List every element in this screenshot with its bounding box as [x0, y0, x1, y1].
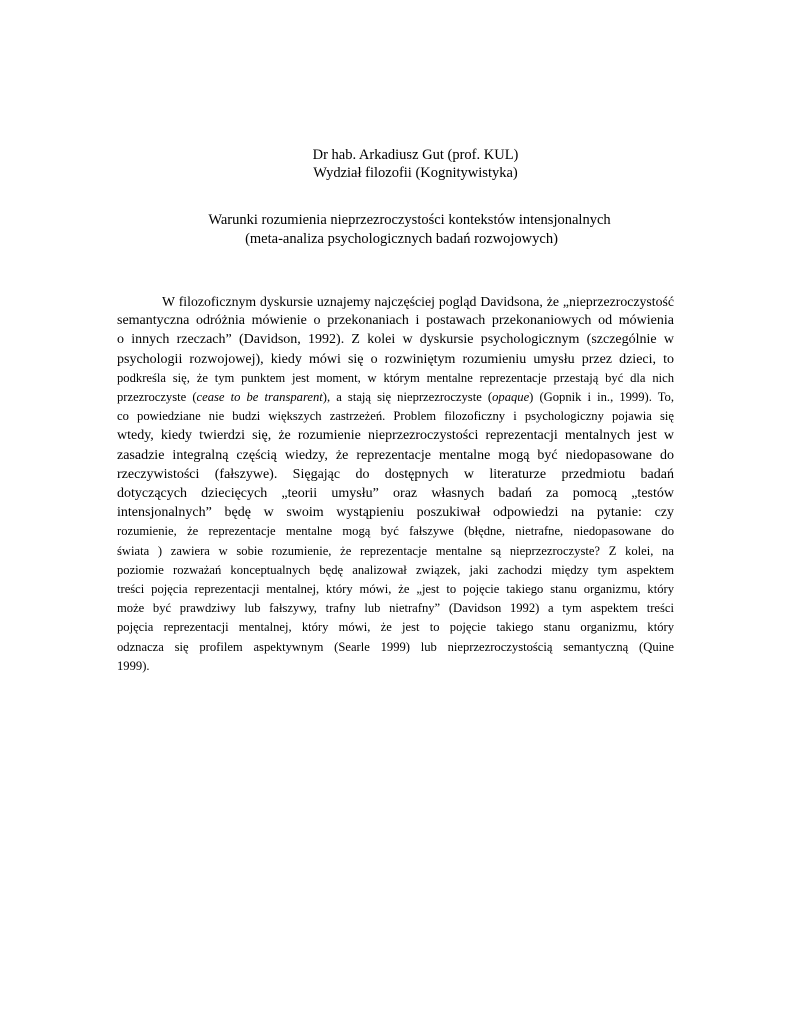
text-line: psychologii rozwojowej), kiedy mówi się o rozwiniętym rozumieniu umysłu przez dzieci, to [117, 351, 674, 367]
text-line: dotyczących dziecięcych „teorii umysłu” oraz własnych badań za pomocą „testów [117, 486, 674, 502]
author-name: Dr hab. Arkadiusz Gut (prof. KUL) [312, 147, 519, 163]
text-segment: ) (Gopnik i in., 1999). To, [529, 390, 674, 405]
text-line: podkreśla się, że tym punktem jest moment, w którym mentalne reprezentacje przestają być dla nich [117, 370, 674, 385]
text-line-mixed [117, 388, 674, 407]
text-line: co powiedziane nie budzi większych zastrzeżeń. Problem filozoficzny i psychologiczny pojawia się [117, 409, 674, 424]
document-title [0, 211, 791, 249]
text-segment: przezroczyste ( [117, 390, 197, 405]
body-paragraph [117, 292, 674, 676]
text-line: W filozoficznym dyskursie uznajemy najczęściej pogląd Davidsona, że „nieprzezroczystość [162, 294, 674, 309]
text-segment-italic: cease to be transparent [196, 390, 323, 405]
text-line: semantyczna odróżnia mówienie o przekonaniach i postawach przekonaniowych od mówienia [117, 313, 674, 329]
text-line: może być prawdziwy lub fałszywy, trafny lub nietrafny” (Davidson 1992) a tym aspektem treści [117, 601, 674, 616]
text-line: intensjonalnych” będę w swoim wystąpieniu poszukiwał odpowiedzi na pytanie: czy [117, 505, 674, 521]
text-line: rozumienie, że reprezentacje mentalne mogą być fałszywe (błędne, nietrafne, niedopasowane do [117, 524, 674, 539]
text-segment: ), a stają się nieprzezroczyste ( [322, 390, 493, 405]
text-line: zasadzie integralną częścią wiedzy, że reprezentacje mentalne mogą być niedopasowane do [117, 447, 674, 463]
text-line: pojęcia reprezentacji mentalnej, który mówi, że jest to pojęcie takiego stanu organizmu, który [117, 620, 674, 635]
text-line: rzeczywistości (fałszywe). Sięgając do dostępnych w literaturze przedmiotu badań [117, 466, 674, 482]
author-line [20, 146, 791, 182]
text-line: wtedy, kiedy twierdzi się, że rozumienie nieprzezroczystości reprezentacji mentalnych jest w [117, 428, 674, 444]
title-subtitle: (meta-analiza psychologicznych badań rozwojowych) [245, 231, 558, 247]
text-segment-italic: opaque [492, 390, 530, 405]
text-line: świata ) zawiera w sobie rozumienie, że reprezentacje mentalne są nieprzezroczyste? Z kolei, na [117, 543, 674, 558]
title-main: Warunki rozumienia nieprzezroczystości kontekstów intensjonalnych [208, 212, 611, 228]
text-line: treści pojęcia reprezentacji mentalnej, który mówi, że „jest to pojęcie takiego stanu organizmu, który [117, 582, 674, 597]
department-name: Wydział filozofii (Kognitywistyka) [313, 165, 518, 181]
text-line: poziomie rozważań konceptualnych będę analizował związek, jaki zachodzi między tym aspektem [117, 562, 674, 577]
text-line: odznacza się profilem aspektywnym (Searle 1999) lub nieprzezroczystością semantyczną (Quine [117, 639, 674, 654]
text-line: 1999). [117, 658, 150, 673]
text-line: o innych rzeczach” (Davidson, 1992). Z kolei w dyskursie psychologicznym (szczególnie w [117, 332, 674, 348]
